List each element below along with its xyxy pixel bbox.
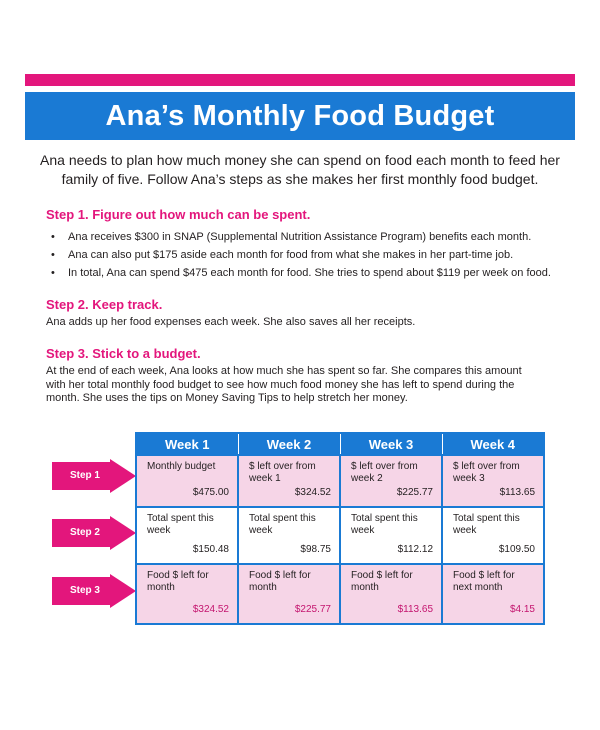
budget-table	[135, 432, 545, 625]
cell-label: Total spent this week	[453, 513, 520, 536]
table-cell	[238, 564, 340, 624]
intro-paragraph: Ana needs to plan how much money she can spend on food each month to feed her family of five. Follow Ana’s steps as she makes her first monthly food budget.	[40, 152, 560, 187]
top-accent-bar	[25, 74, 575, 86]
step1-arrow	[52, 459, 136, 493]
cell-amount: $98.75	[300, 544, 331, 555]
cell-label: Total spent this week	[147, 513, 214, 536]
cell-label: $ left over from week 2	[351, 461, 418, 484]
table-row	[136, 507, 544, 564]
cell-amount: $4.15	[509, 604, 535, 615]
cell-label: Monthly budget	[147, 461, 216, 472]
cell-amount: $225.77	[396, 487, 433, 498]
cell-amount: $112.12	[397, 544, 433, 555]
step2-heading: Step 2. Keep track.	[46, 297, 163, 312]
cell-label: Food $ left for month	[249, 570, 311, 593]
cell-amount: $324.52	[192, 604, 229, 615]
step1-heading: Step 1. Figure out how much can be spent.	[46, 207, 311, 222]
page-title: Ana’s Monthly Food Budget	[105, 100, 495, 132]
list-item: • In total, Ana can spend $475 each month for food. She tries to spend about $119 per week on food.	[46, 264, 566, 282]
arrow-label: Step 2	[69, 527, 100, 538]
title-banner	[25, 92, 575, 140]
table-cell	[238, 507, 340, 564]
table-cell	[136, 564, 238, 624]
table-cell	[238, 455, 340, 507]
step3-text: At the end of each week, Ana looks at how much she has spent so far. She compares this amount with her total monthly food budget to see how much food money she has left to spend during the month. She uses the tips on Money Saving Tips to help stretch her money.	[46, 365, 522, 404]
column-header: Week 2	[238, 433, 340, 455]
column-header: Week 4	[442, 433, 544, 455]
step2-arrow	[52, 516, 136, 550]
list-item: • Ana receives $300 in SNAP (Supplemental Nutrition Assistance Program) benefits each month.	[46, 228, 566, 246]
cell-label: Food $ left for next month	[453, 570, 515, 593]
table-row	[136, 455, 544, 507]
cell-amount: $109.50	[498, 544, 535, 555]
cell-amount: $475.00	[192, 487, 229, 498]
table-row	[136, 564, 544, 624]
table-header-row	[136, 433, 544, 455]
cell-label: $ left over from week 1	[249, 461, 316, 484]
cell-label: Total spent this week	[351, 513, 418, 536]
table-cell	[340, 507, 442, 564]
list-item: • Ana can also put $175 aside each month for food from what she makes in her part-time job.	[46, 246, 566, 264]
step3-heading: Step 3. Stick to a budget.	[46, 346, 201, 361]
cell-label: Food $ left for month	[147, 570, 209, 593]
table-cell	[442, 455, 544, 507]
column-header: Week 1	[136, 433, 238, 455]
step3-arrow	[52, 574, 136, 608]
table-cell	[136, 455, 238, 507]
cell-label: Total spent this week	[249, 513, 316, 536]
table-cell	[442, 564, 544, 624]
cell-amount: $225.77	[294, 604, 331, 615]
table-cell	[340, 564, 442, 624]
table-cell	[340, 455, 442, 507]
cell-label: Food $ left for month	[351, 570, 413, 593]
arrow-label: Step 1	[69, 470, 100, 481]
column-header: Week 3	[340, 433, 442, 455]
cell-amount: $113.65	[397, 604, 433, 615]
step1-bullet-list	[46, 228, 566, 282]
table-cell	[442, 507, 544, 564]
step2-text: Ana adds up her food expenses each week. She also saves all her receipts.	[46, 316, 416, 328]
cell-amount: $150.48	[192, 544, 229, 555]
arrow-label: Step 3	[69, 585, 100, 596]
cell-label: $ left over from week 3	[453, 461, 520, 484]
table-cell	[136, 507, 238, 564]
cell-amount: $324.52	[294, 487, 331, 498]
cell-amount: $113.65	[499, 487, 535, 498]
